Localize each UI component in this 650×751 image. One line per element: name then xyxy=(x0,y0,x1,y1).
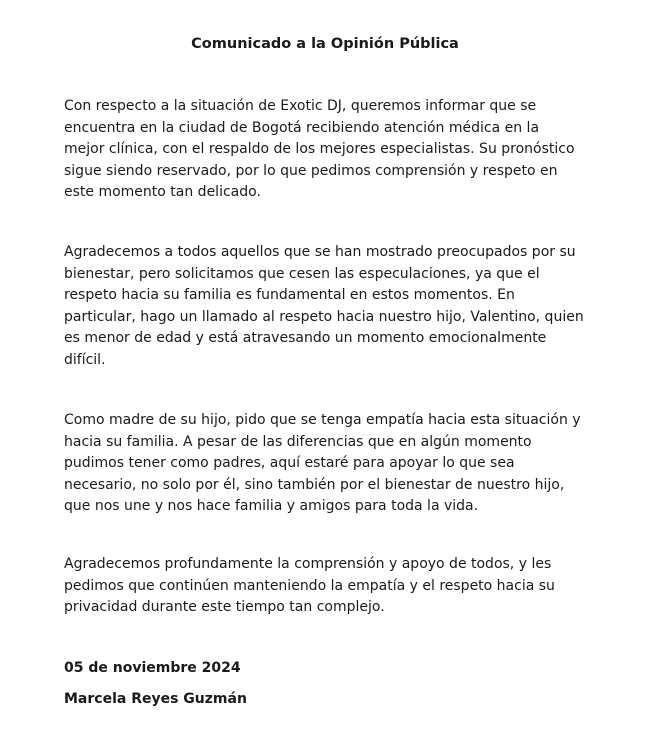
paragraph-line: Agradecemos profundamente la comprensión y apoyo de todos, y les xyxy=(64,556,552,572)
paragraph-line: necesario, no solo por él, sino también por el bienestar de nuestro hijo, xyxy=(64,476,565,493)
paragraph-line: difícil. xyxy=(64,351,106,368)
paragraph-line: pudimos tener como padres, aquí estaré para apoyar lo que sea xyxy=(64,455,515,472)
paragraph-line: hacia su familia. A pesar de las diferencias que en algún momento xyxy=(64,433,532,450)
paragraph-1 xyxy=(64,96,604,204)
paragraph-line: encuentra en la ciudad de Bogotá recibiendo atención médica en la xyxy=(64,119,540,136)
paragraph-line: bienestar, pero solicitamos que cesen las especulaciones, ya que el xyxy=(64,265,540,282)
document-date: 05 de noviembre 2024 xyxy=(64,660,241,676)
paragraph-line: particular, hago un llamado al respeto hacia nuestro hijo, Valentino, quien xyxy=(64,308,584,325)
paragraph-line: privacidad durante este tiempo tan complejo. xyxy=(64,599,385,616)
paragraph-3 xyxy=(64,410,604,518)
paragraph-line: Como madre de su hijo, pido que se tenga empatía hacia esta situación y xyxy=(64,412,581,428)
paragraph-line: Con respecto a la situación de Exotic DJ, queremos informar que se xyxy=(64,98,537,114)
paragraph-line: mejor clínica, con el respaldo de los mejores especialistas. Su pronóstico xyxy=(64,141,575,158)
paragraph-line: respeto hacia su familia es fundamental en estos momentos. En xyxy=(64,287,515,304)
signature-name: Marcela Reyes Guzmán xyxy=(64,691,247,707)
paragraph-4 xyxy=(64,554,604,619)
paragraph-line: este momento tan delicado. xyxy=(64,184,261,201)
paragraph-line: Agradecemos a todos aquellos que se han mostrado preocupados por su xyxy=(64,244,576,260)
paragraph-line: es menor de edad y está atravesando un momento emocionalmente xyxy=(64,330,547,347)
document-title: Comunicado a la Opinión Pública xyxy=(191,36,459,52)
paragraph-line: pedimos que continúen manteniendo la empatía y el respeto hacia su xyxy=(64,577,555,594)
paragraph-line: que nos une y nos hace familia y amigos para toda la vida. xyxy=(64,498,479,515)
paragraph-line: sigue siendo reservado, por lo que pedimos comprensión y respeto en xyxy=(64,162,558,179)
paragraph-2 xyxy=(64,242,604,372)
